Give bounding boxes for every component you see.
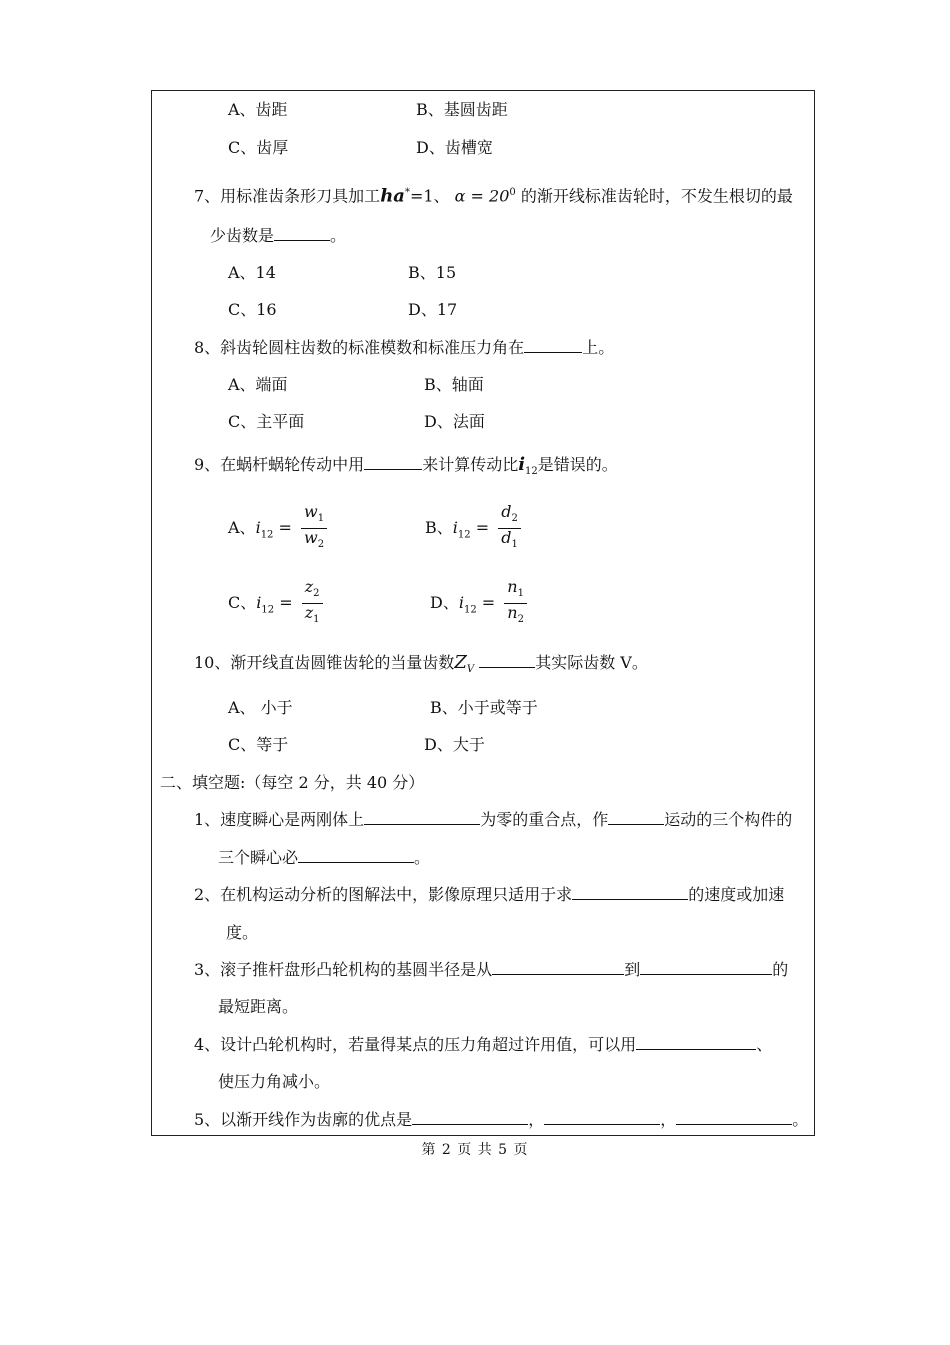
fill2-pre: 2、在机构运动分析的图解法中，影像原理只适用于求: [194, 885, 573, 904]
fill5-blank3[interactable]: [676, 1110, 792, 1125]
fill2-line1: [194, 885, 784, 905]
q9-c-i: i: [256, 593, 262, 613]
q9-b-eq: =: [470, 518, 490, 538]
q9-mid: 来计算传动比: [422, 455, 519, 474]
page-number-footer: 第 2 页 共 5 页: [421, 1142, 529, 1158]
q9-option-d-label: D、: [430, 593, 459, 613]
q9-c-num: z: [304, 577, 314, 596]
q9-pre: 9、在蜗杆蜗轮传动中用: [194, 455, 365, 474]
fill4-pre: 4、设计凸轮机构时，若量得某点的压力角超过许用值，可以用: [194, 1035, 637, 1054]
q9-d-num-sub: 1: [517, 588, 524, 600]
q8-option-b: B、轴面: [424, 375, 484, 394]
q9-stem: [194, 455, 618, 482]
q9-b-num: d: [501, 502, 512, 521]
q6-option-c: C、齿厚: [228, 138, 289, 157]
q9-option-d: [430, 578, 527, 632]
fill5-pre: 5、以渐开线作为齿廓的优点是: [194, 1110, 413, 1129]
q8-post: 上。: [582, 338, 615, 357]
fill1-line1: [194, 810, 792, 830]
fill5-blank2[interactable]: [544, 1110, 660, 1125]
q8-pre: 8、斜齿轮圆柱齿数的标准模数和标准压力角在: [194, 338, 525, 357]
q9-a-i: i: [255, 518, 261, 538]
q6-option-b: B、基圆齿距: [416, 100, 508, 119]
q9-d-eq: =: [476, 593, 496, 613]
q9-c-fraction: [302, 578, 323, 629]
q7-line2-text: 少齿数是: [210, 226, 275, 245]
fill1-mid: 为零的重合点，作: [480, 810, 609, 829]
q9-b-i: i: [452, 518, 458, 538]
fill4-post: 、: [756, 1035, 773, 1054]
q7-option-b: B、15: [408, 263, 457, 282]
q10-option-b: B、小于或等于: [430, 698, 538, 717]
fill5-end: 。: [792, 1110, 809, 1129]
q7-option-d: D、17: [408, 300, 458, 319]
fill3-mid: 到: [624, 960, 641, 979]
fill4-line2: 使压力角减小。: [218, 1072, 331, 1091]
q10-option-c: C、等于: [228, 735, 289, 754]
q9-i-symbol: i: [518, 454, 526, 475]
fill5-sep1: ，: [528, 1110, 545, 1129]
q6-option-d: D、齿槽宽: [416, 138, 493, 157]
q9-option-a-label: A、: [228, 518, 256, 538]
q10-option-d: D、大于: [424, 735, 485, 754]
fill1-blank3[interactable]: [298, 848, 414, 863]
fill1-pre: 1、速度瞬心是两刚体上: [194, 810, 365, 829]
q9-option-b: [425, 503, 521, 557]
fill2-blank1[interactable]: [572, 885, 688, 900]
q8-answer-blank[interactable]: [524, 338, 582, 353]
q10-pre: 10、渐开线直齿圆锥齿轮的当量齿数: [194, 653, 455, 672]
fill5-sep2: ，: [660, 1110, 677, 1129]
q9-d-num: n: [507, 577, 518, 596]
fill1-line2-end: 。: [414, 848, 431, 867]
fill1-line2: [218, 848, 430, 868]
fill3-blank2[interactable]: [640, 960, 772, 975]
q9-post: 是错误的。: [537, 455, 618, 474]
fill1-line2-text: 三个瞬心必: [218, 848, 299, 867]
q9-c-num-sub: 2: [313, 588, 320, 600]
fill3-pre: 3、滚子推杆盘形凸轮机构的基圆半径是从: [194, 960, 493, 979]
q8-option-a: A、端面: [228, 375, 288, 394]
q7-line2-end: 。: [330, 226, 347, 245]
q10-answer-blank[interactable]: [479, 653, 535, 668]
q9-a-num-sub: 1: [317, 513, 325, 525]
q9-b-num-sub: 2: [511, 513, 518, 525]
q9-option-a: [228, 503, 327, 557]
q9-option-c-label: C、: [228, 593, 257, 613]
q8-option-c: C、主平面: [228, 412, 305, 431]
q7-alpha-sup: 0: [509, 187, 516, 198]
q9-option-c: [228, 578, 323, 632]
q9-c-den-sub: 1: [313, 614, 320, 626]
q9-a-fraction: [301, 503, 327, 554]
fill1-post: 运动的三个构件的: [664, 810, 793, 829]
q8-option-d: D、法面: [424, 412, 485, 431]
q9-d-den-sub: 2: [517, 614, 524, 626]
q9-d-fraction: [504, 578, 527, 629]
fill4-blank1[interactable]: [636, 1035, 756, 1050]
fill2-line2: 度。: [226, 923, 259, 942]
q9-d-i: i: [458, 593, 464, 613]
q9-b-i-sub: 12: [457, 529, 471, 541]
q9-option-b-label: B、: [425, 518, 453, 538]
q9-b-den: d: [501, 528, 512, 548]
q9-answer-blank[interactable]: [364, 455, 422, 470]
q9-i-sub: 12: [525, 466, 538, 478]
q10-option-a: A、 小于: [228, 698, 293, 717]
section2-title: 二、填空题:（每空 2 分，共 40 分）: [160, 773, 425, 792]
q10-zv-sub: V: [466, 664, 475, 676]
q9-a-num: w: [304, 502, 318, 521]
q9-c-eq: =: [274, 593, 293, 613]
fill3-post: 的: [772, 960, 789, 979]
q6-option-a: A、齿距: [228, 100, 288, 119]
q10-zv: Z: [454, 652, 467, 673]
q9-b-den-sub: 1: [511, 539, 518, 551]
fill3-line2: 最短距离。: [218, 997, 299, 1016]
fill5-blank1[interactable]: [412, 1110, 528, 1125]
q7-option-c: C、16: [228, 300, 277, 319]
fill1-blank2[interactable]: [608, 810, 664, 825]
q9-b-fraction: [498, 503, 521, 554]
q7-stem: [194, 183, 793, 206]
q9-d-i-sub: 12: [463, 604, 477, 616]
q7-alpha: α = 20: [454, 186, 510, 206]
q9-a-eq: =: [273, 518, 292, 538]
q8-stem: [194, 338, 614, 358]
fill1-blank1[interactable]: [364, 810, 480, 825]
q9-a-i-sub: 12: [260, 529, 274, 541]
q7-mid: =1、: [409, 186, 450, 206]
q10-post: 其实际齿数 V。: [535, 653, 648, 672]
q7-stem-line2: [210, 226, 346, 246]
q9-a-den-sub: 2: [317, 539, 325, 551]
fill3-line1: [194, 960, 788, 980]
q7-ha-sup: *: [404, 187, 410, 198]
q7-option-a: A、14: [228, 263, 276, 282]
q7-pre: 7、用标准齿条形刀具加工: [194, 186, 381, 206]
q7-post: 的渐开线标准齿轮时，不发生根切的最: [520, 186, 793, 206]
q9-a-den: w: [304, 528, 318, 548]
q7-ha-symbol: ha: [380, 185, 405, 207]
fill2-post: 的速度或加速: [688, 885, 785, 904]
fill3-blank1[interactable]: [492, 960, 624, 975]
q10-stem: [194, 653, 648, 680]
fill4-line1: [194, 1035, 772, 1055]
q7-answer-blank[interactable]: [274, 226, 330, 241]
fill5-line1: [194, 1110, 808, 1130]
q9-d-den: n: [507, 603, 518, 623]
q9-c-den: z: [304, 603, 314, 623]
q9-c-i-sub: 12: [261, 604, 275, 616]
